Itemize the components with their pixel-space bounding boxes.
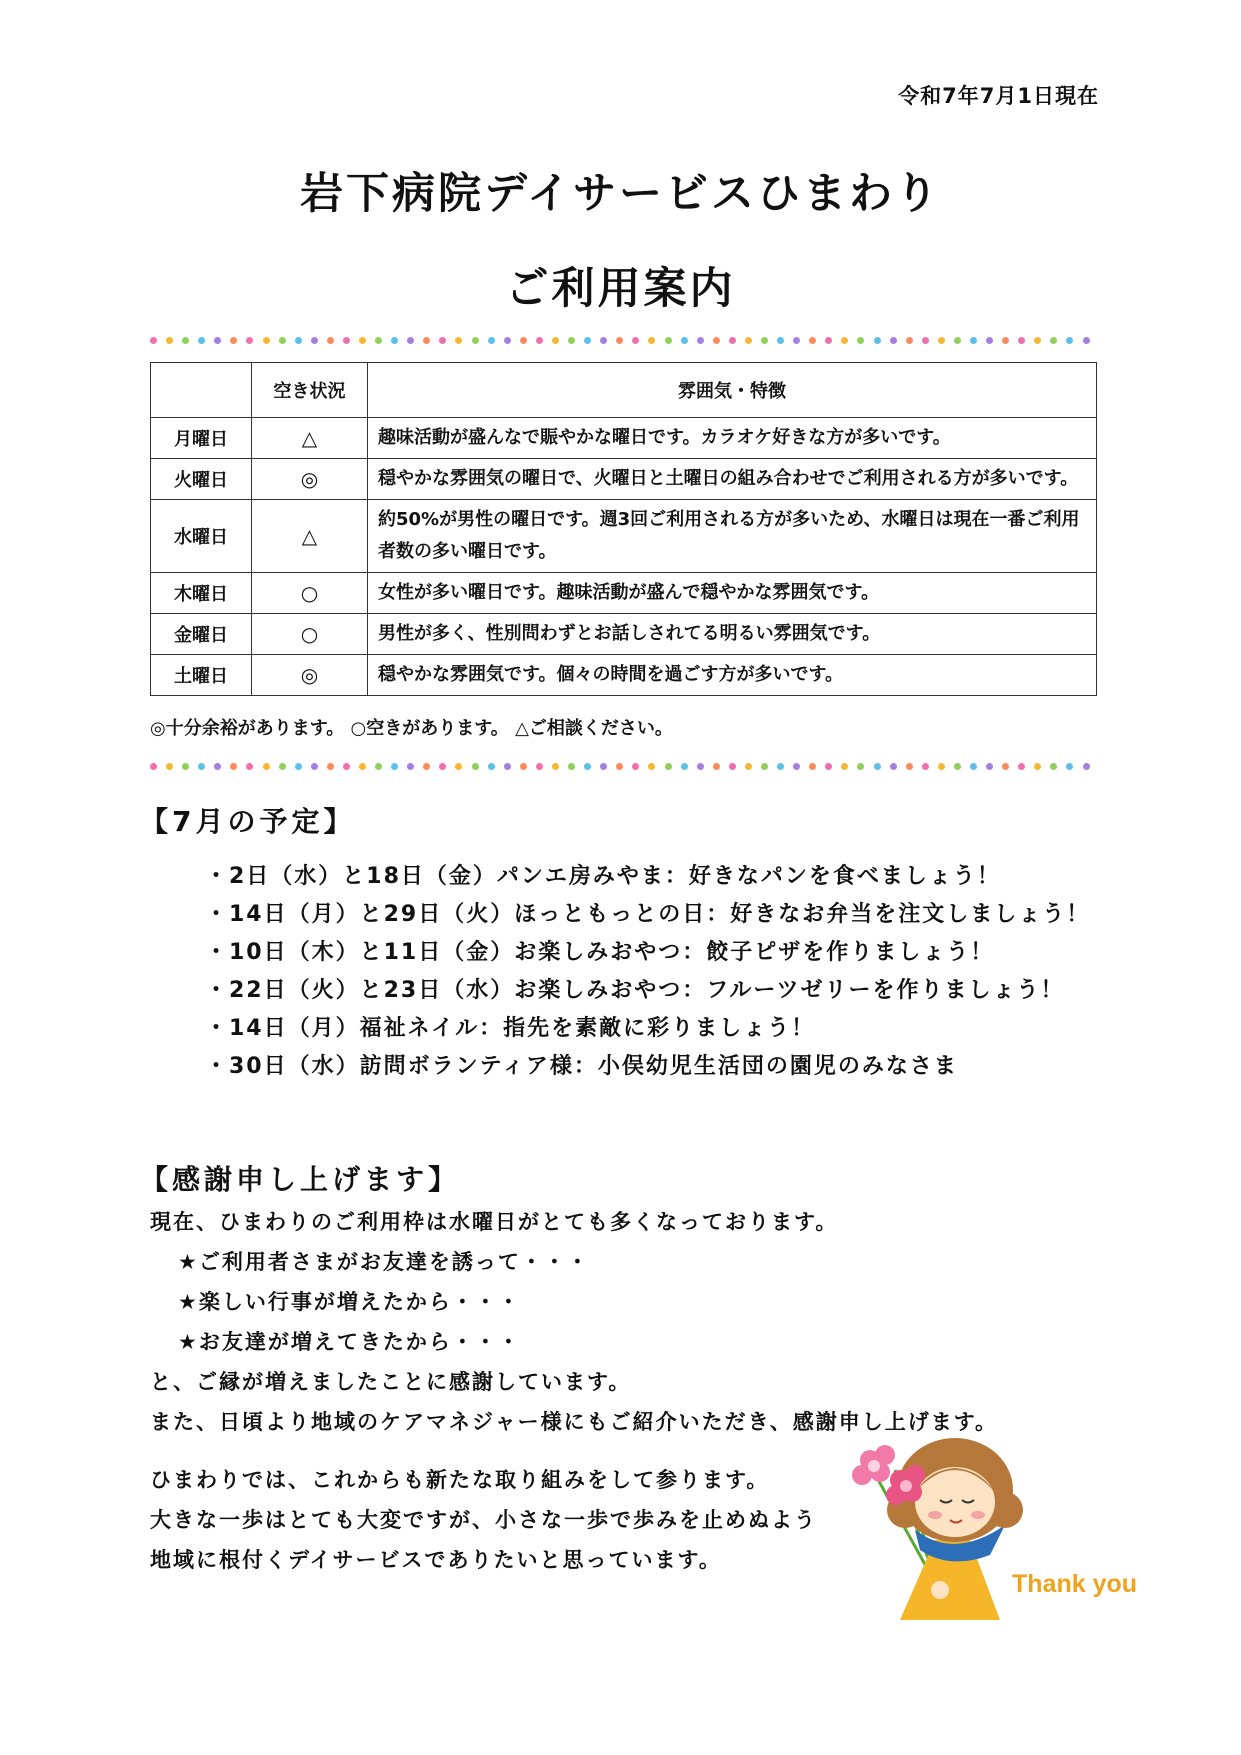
dot — [182, 763, 189, 770]
dot — [552, 763, 559, 770]
dot — [777, 763, 784, 770]
dot — [343, 763, 350, 770]
dot — [407, 763, 414, 770]
dot — [954, 763, 961, 770]
dot — [230, 337, 237, 344]
dot — [713, 763, 720, 770]
dot — [1050, 337, 1057, 344]
dot — [648, 337, 655, 344]
dot — [777, 337, 784, 344]
list-item: ・14日（月）福祉ネイル：指先を素敵に彩りましょう！ — [205, 1016, 816, 1041]
table-header-row — [151, 363, 1097, 418]
dot — [359, 337, 366, 344]
dot-divider-top — [150, 334, 1090, 346]
table-cell-day: 火曜日 — [151, 459, 252, 500]
dot — [568, 337, 575, 344]
table-cell-desc: 男性が多く、性別問わずとお話しされてる明るい雰囲気です。 — [368, 614, 1097, 655]
dot — [825, 763, 832, 770]
dot — [906, 763, 913, 770]
dot — [439, 337, 446, 344]
closing-line: 大きな一歩はとても大変ですが、小さな一歩で歩みを止めぬよう — [150, 1508, 817, 1532]
schedule-list — [205, 858, 1090, 1086]
dot — [938, 763, 945, 770]
dot — [793, 763, 800, 770]
list-item: ・10日（木）と11日（金）お楽しみおやつ：餃子ピザを作りましょう！ — [205, 940, 995, 965]
dot — [1066, 763, 1073, 770]
dot — [472, 763, 479, 770]
dot — [536, 337, 543, 344]
dot — [455, 337, 462, 344]
closing-message — [150, 1460, 817, 1580]
dot — [970, 337, 977, 344]
dot — [745, 763, 752, 770]
dot — [488, 763, 495, 770]
dot — [263, 763, 270, 770]
dot — [295, 337, 302, 344]
dot — [423, 337, 430, 344]
dot — [632, 337, 639, 344]
dot — [1050, 763, 1057, 770]
dot — [986, 763, 993, 770]
dot — [713, 337, 720, 344]
dot — [520, 763, 527, 770]
table-cell-desc: 女性が多い曜日です。趣味活動が盛んで穏やかな雰囲気です。 — [368, 573, 1097, 614]
thanks-line: また、日頃より地域のケアマネジャー様にもご紹介いただき、感謝申し上げます。 — [150, 1410, 999, 1434]
dot — [391, 763, 398, 770]
table-cell-desc: 穏やかな雰囲気の曜日で、火曜日と土曜日の組み合わせでご利用される方が多いです。 — [368, 459, 1097, 500]
dot — [857, 337, 864, 344]
dot — [150, 337, 157, 344]
dot — [198, 763, 205, 770]
dot — [166, 337, 173, 344]
dot — [407, 337, 414, 344]
dot — [214, 763, 221, 770]
table-header-cell — [151, 363, 252, 418]
dot — [632, 763, 639, 770]
dot — [568, 763, 575, 770]
table-row — [151, 655, 1097, 696]
dot — [504, 763, 511, 770]
dot — [761, 337, 768, 344]
dot — [198, 337, 205, 344]
thanks-heading: 【感謝申し上げます】 — [140, 1163, 461, 1196]
dot — [327, 337, 334, 344]
dot — [311, 763, 318, 770]
dot — [986, 337, 993, 344]
table-header-cell: 空き状況 — [252, 363, 368, 418]
table-row — [151, 614, 1097, 655]
thanks-intro: 現在、ひまわりのご利用枠は水曜日がとても多くなっております。 — [150, 1210, 839, 1234]
dot — [874, 337, 881, 344]
dot — [246, 763, 253, 770]
page-subtitle: ご利用案内 — [505, 264, 736, 314]
list-item: ・22日（火）と23日（水）お楽しみおやつ：フルーツゼリーを作りましょう！ — [205, 978, 1065, 1003]
dot — [809, 763, 816, 770]
dot — [391, 337, 398, 344]
dot — [1034, 337, 1041, 344]
dot — [359, 763, 366, 770]
dot — [616, 763, 623, 770]
dot — [970, 763, 977, 770]
table-cell-desc: 穏やかな雰囲気です。個々の時間を過ごす方が多いです。 — [368, 655, 1097, 696]
dot — [536, 763, 543, 770]
dot — [648, 763, 655, 770]
dot — [150, 763, 157, 770]
dot — [745, 337, 752, 344]
dot — [922, 337, 929, 344]
dot — [279, 337, 286, 344]
dot — [214, 337, 221, 344]
dot — [954, 337, 961, 344]
dot — [375, 337, 382, 344]
dot — [584, 763, 591, 770]
dot — [246, 337, 253, 344]
table-cell-desc: 約50%が男性の曜日です。週3回ご利用される方が多いため、水曜日は現在一番ご利用者数の多い曜日です。 — [368, 500, 1097, 573]
list-item: ・14日（月）と29日（火）ほっともっとの日：好きなお弁当を注文しましょう！ — [205, 902, 1091, 927]
dot — [890, 337, 897, 344]
dot — [552, 337, 559, 344]
dot — [809, 337, 816, 344]
dot — [520, 337, 527, 344]
closing-line: ひまわりでは、これからも新たな取り組みをして参ります。 — [150, 1468, 770, 1492]
table-row — [151, 573, 1097, 614]
dot — [825, 337, 832, 344]
table-cell-day: 土曜日 — [151, 655, 252, 696]
thanks-line: と、ご縁が増えましたことに感謝しています。 — [150, 1370, 632, 1394]
table-cell-day: 月曜日 — [151, 418, 252, 459]
dot — [1083, 763, 1090, 770]
dot — [616, 337, 623, 344]
dot — [439, 763, 446, 770]
dot — [166, 763, 173, 770]
dot — [1018, 763, 1025, 770]
table-cell-mark: △ — [252, 500, 368, 573]
table-cell-mark: ○ — [252, 573, 368, 614]
dot — [890, 763, 897, 770]
thanks-body — [150, 1202, 998, 1442]
dot — [600, 337, 607, 344]
table-cell-mark: △ — [252, 418, 368, 459]
table-cell-mark: ◎ — [252, 459, 368, 500]
dot — [488, 337, 495, 344]
legend: ◎十分余裕があります。 ○空きがあります。 △ご相談ください。 — [150, 718, 673, 739]
table-cell-day: 木曜日 — [151, 573, 252, 614]
table-header-cell: 雰囲気・特徴 — [368, 363, 1097, 418]
dot — [1018, 337, 1025, 344]
dot — [230, 763, 237, 770]
dot — [343, 337, 350, 344]
dot — [263, 337, 270, 344]
table-row — [151, 459, 1097, 500]
dot — [681, 763, 688, 770]
page-title: 岩下病院デイサービスひまわり — [300, 169, 941, 219]
dot — [295, 763, 302, 770]
dot — [857, 763, 864, 770]
dot — [472, 337, 479, 344]
dot-divider-bottom — [150, 760, 1090, 772]
dot — [841, 763, 848, 770]
dot — [841, 337, 848, 344]
dot — [922, 763, 929, 770]
list-item: ★ご利用者さまがお友達を誘って・・・ — [178, 1250, 590, 1274]
dot — [584, 337, 591, 344]
table-cell-mark: ◎ — [252, 655, 368, 696]
dot — [1034, 763, 1041, 770]
dot — [761, 763, 768, 770]
dot — [1002, 763, 1009, 770]
dot — [504, 337, 511, 344]
dot — [938, 337, 945, 344]
table-cell-day: 金曜日 — [151, 614, 252, 655]
dot — [729, 337, 736, 344]
table-cell-desc: 趣味活動が盛んなで賑やかな曜日です。カラオケ好きな方が多いです。 — [368, 418, 1097, 459]
dot — [665, 337, 672, 344]
dot — [279, 763, 286, 770]
closing-line: 地域に根付くデイサービスでありたいと思っています。 — [150, 1548, 722, 1572]
table-row — [151, 418, 1097, 459]
dot — [697, 337, 704, 344]
dot — [327, 763, 334, 770]
dot — [182, 337, 189, 344]
table-cell-mark: ○ — [252, 614, 368, 655]
date-stamp: 令和7年7月1日現在 — [898, 84, 1099, 108]
dot — [423, 763, 430, 770]
dot — [906, 337, 913, 344]
dot — [1002, 337, 1009, 344]
availability-table — [150, 362, 1097, 696]
list-item: ・30日（水）訪問ボランティア様：小俣幼児生活団の園児のみなさま — [205, 1054, 958, 1079]
list-item: ・2日（水）と18日（金）パンエ房みやま：好きなパンを食べましょう！ — [205, 864, 1001, 889]
dot — [455, 763, 462, 770]
list-item: ★楽しい行事が増えたから・・・ — [178, 1290, 521, 1314]
dot — [1066, 337, 1073, 344]
dot — [697, 763, 704, 770]
table-cell-day: 水曜日 — [151, 500, 252, 573]
dot — [375, 763, 382, 770]
dot — [793, 337, 800, 344]
dot — [681, 337, 688, 344]
table-row — [151, 500, 1097, 573]
thank-you-label: Thank you — [1012, 1570, 1138, 1598]
dot — [600, 763, 607, 770]
dot — [311, 337, 318, 344]
dot — [1083, 337, 1090, 344]
dot — [729, 763, 736, 770]
dot — [874, 763, 881, 770]
list-item: ★お友達が増えてきたから・・・ — [178, 1330, 521, 1354]
dot — [665, 763, 672, 770]
schedule-heading: 【7月の予定】 — [140, 805, 356, 838]
